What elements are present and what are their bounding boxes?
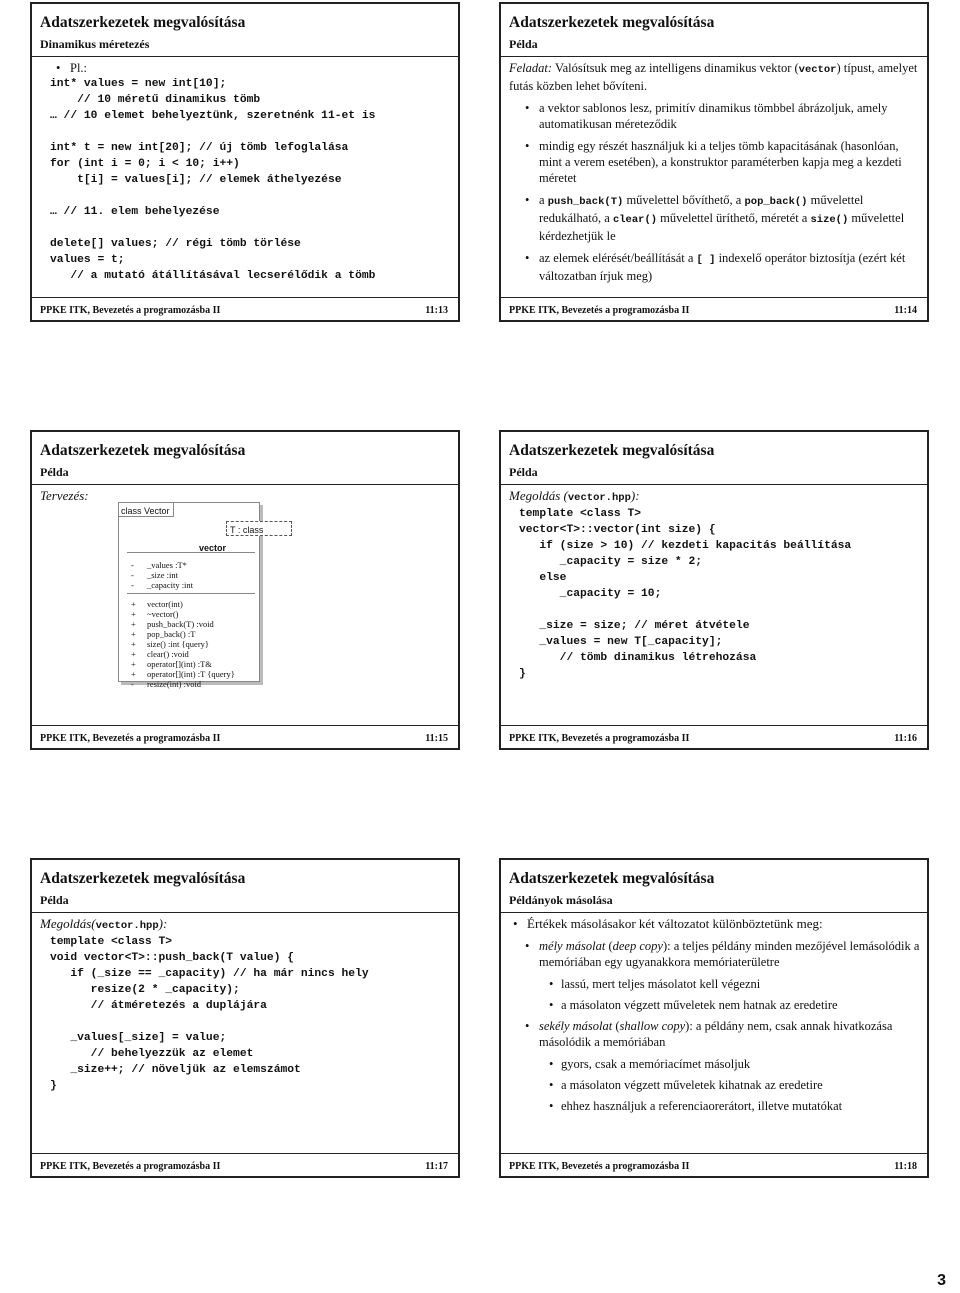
bullet bbox=[509, 1018, 921, 1050]
text: ( bbox=[612, 1019, 620, 1033]
slide-content bbox=[40, 488, 452, 718]
uml-member-text: _values :T* bbox=[147, 560, 187, 570]
uml-template-parameter: T : class bbox=[226, 521, 292, 536]
uml-member-text: _capacity :int bbox=[147, 580, 194, 590]
slide-page-number: 11:17 bbox=[425, 1161, 448, 1172]
label-text: Megoldás( bbox=[40, 916, 96, 931]
uml-visibility: + bbox=[131, 619, 136, 629]
code-line: // tömb dinamikus létrehozása bbox=[519, 652, 757, 664]
divider bbox=[32, 725, 458, 726]
text: ): a teljes példány minden mezőjével lemásolódik a memóriában egy ugyanakkora memóriaterületre bbox=[539, 939, 920, 969]
term: sekély másolat bbox=[539, 1019, 613, 1033]
code-line: void vector<T>::push_back(T value) { bbox=[50, 952, 295, 964]
code-line: delete[] values; // régi tömb törlése bbox=[50, 238, 301, 250]
code-block bbox=[509, 506, 921, 682]
slide-subtitle: Példa bbox=[509, 465, 538, 479]
uml-visibility: + bbox=[131, 659, 136, 669]
code-line bbox=[519, 602, 921, 618]
sub-bullet: • lassú, mert teljes másolatot kell végezni bbox=[509, 976, 921, 992]
uml-member-text: clear() :void bbox=[147, 649, 189, 659]
divider bbox=[501, 912, 927, 913]
divider bbox=[501, 297, 927, 298]
slide-subtitle: Példányok másolása bbox=[509, 893, 613, 907]
code-line: values = t; bbox=[50, 254, 125, 266]
term: deep copy bbox=[612, 939, 663, 953]
uml-frame-label: class Vector bbox=[119, 503, 174, 517]
text: a bbox=[539, 193, 548, 207]
slide-content bbox=[509, 916, 921, 1119]
slide-page-number: 11:14 bbox=[894, 305, 917, 316]
divider bbox=[32, 56, 458, 57]
footer-text: PPKE ITK, Bevezetés a programozásba II bbox=[40, 305, 221, 316]
code-line: vector<T>::vector(int size) { bbox=[519, 524, 716, 536]
slide-content bbox=[40, 60, 452, 284]
slide-page-number: 11:18 bbox=[894, 1161, 917, 1172]
uml-member-text: resize(int) :void bbox=[147, 679, 202, 689]
divider bbox=[501, 56, 927, 57]
code-line: for (int i = 0; i < 10; i++) bbox=[50, 158, 240, 170]
inline-code: vector.hpp bbox=[95, 920, 159, 932]
label-text: ): bbox=[630, 488, 640, 503]
slide-11-18 bbox=[499, 858, 929, 1178]
code-line: } bbox=[50, 1080, 57, 1092]
bullet: • mindig egy részét használjuk ki a teljes tömb kapacitásának (hasonlóan, mint a verem esetében), a konstruktor paraméterben kapja meg a kezdeti méretet bbox=[509, 138, 921, 186]
text: az elemek elérését/beállítását a bbox=[539, 251, 697, 265]
code-line: if (size > 10) // kezdeti kapacitás beállítása bbox=[519, 540, 852, 552]
slide-footer bbox=[40, 733, 448, 744]
uml-separator bbox=[127, 593, 255, 594]
design-label: Tervezés: bbox=[40, 488, 89, 503]
slide-content bbox=[509, 488, 921, 682]
code-line: _size++; // növeljük az elemszámot bbox=[50, 1064, 301, 1076]
bullet bbox=[509, 938, 921, 970]
divider bbox=[32, 297, 458, 298]
slide-11-14 bbox=[499, 2, 929, 322]
code-line: int* values = new int[10]; bbox=[50, 78, 227, 90]
slide-footer bbox=[40, 305, 448, 316]
code-line bbox=[50, 220, 452, 236]
code-line: … // 11. elem behelyezése bbox=[50, 206, 220, 218]
code-line: _capacity = 10; bbox=[519, 588, 662, 600]
sub-bullet: • ehhez használjuk a referenciaorerátort, illetve mutatókat bbox=[509, 1098, 921, 1114]
uml-member-text: pop_back() :T bbox=[147, 629, 196, 639]
slide-page-number: 11:16 bbox=[894, 733, 917, 744]
text: ): a példány nem, csak annak hivatkozása másolódik a memóriában bbox=[539, 1019, 893, 1049]
divider bbox=[32, 912, 458, 913]
inline-code: vector.hpp bbox=[567, 492, 631, 504]
uml-member-text: vector(int) bbox=[147, 599, 183, 609]
code-block bbox=[40, 76, 452, 284]
footer-text: PPKE ITK, Bevezetés a programozásba II bbox=[509, 733, 690, 744]
uml-member-text: push_back(T) :void bbox=[147, 619, 214, 629]
footer-text: PPKE ITK, Bevezetés a programozásba II bbox=[40, 1161, 221, 1172]
uml-member bbox=[131, 676, 201, 692]
text: művelettel üríthető, méretét a bbox=[657, 211, 811, 225]
text: művelettel bővíthető, a bbox=[623, 193, 745, 207]
slide-subtitle: Példa bbox=[40, 465, 69, 479]
uml-member-text: _size :int bbox=[147, 570, 178, 580]
slide-footer bbox=[509, 305, 917, 316]
uml-class-name: vector bbox=[199, 543, 227, 553]
slide-title: Adatszerkezetek megvalósítása bbox=[509, 870, 715, 887]
slide-page-number: 11:15 bbox=[425, 733, 448, 744]
slide-subtitle: Példa bbox=[40, 893, 69, 907]
code-line: } bbox=[519, 668, 526, 680]
text: művelettel redukálható, a bbox=[539, 193, 864, 225]
label-text: Megoldás ( bbox=[509, 488, 568, 503]
label-text: ): bbox=[158, 916, 168, 931]
task-paragraph bbox=[509, 60, 921, 94]
inline-code: pop_back() bbox=[744, 196, 808, 208]
code-line: else bbox=[519, 572, 567, 584]
slide-11-16 bbox=[499, 430, 929, 750]
code-line bbox=[50, 188, 452, 204]
divider bbox=[501, 484, 927, 485]
footer-text: PPKE ITK, Bevezetés a programozásba II bbox=[509, 305, 690, 316]
bullet bbox=[509, 250, 921, 284]
task-label: Feladat: bbox=[509, 61, 553, 75]
code-line bbox=[50, 124, 452, 140]
slide-subtitle: Dinamikus méretezés bbox=[40, 37, 150, 51]
task-text: ) típust, amelyet futás közben lehet bővíteni. bbox=[509, 61, 918, 93]
slide-title: Adatszerkezetek megvalósítása bbox=[40, 14, 246, 31]
code-line: _values = new T[_capacity]; bbox=[519, 636, 723, 648]
code-line bbox=[50, 1014, 452, 1030]
inline-code: push_back(T) bbox=[547, 196, 624, 208]
uml-visibility: - bbox=[131, 560, 134, 570]
uml-member-text: operator[](int) :T& bbox=[147, 659, 212, 669]
slide-title: Adatszerkezetek megvalósítása bbox=[40, 870, 246, 887]
slide-title: Adatszerkezetek megvalósítása bbox=[40, 442, 246, 459]
code-line: resize(2 * _capacity); bbox=[50, 984, 240, 996]
code-line: // a mutató átállításával lecserélődik a tömb bbox=[50, 270, 376, 282]
sub-bullet: • gyors, csak a memóriacímet másoljuk bbox=[509, 1056, 921, 1072]
bullet bbox=[509, 192, 921, 244]
slide-content bbox=[509, 60, 921, 290]
uml-member bbox=[131, 577, 193, 593]
slide-content bbox=[40, 916, 452, 1094]
slide-title: Adatszerkezetek megvalósítása bbox=[509, 14, 715, 31]
solution-label bbox=[40, 916, 452, 934]
uml-visibility: + bbox=[131, 649, 136, 659]
slide-page-number: 11:13 bbox=[425, 305, 448, 316]
inline-code: size() bbox=[810, 214, 849, 226]
divider bbox=[32, 484, 458, 485]
code-block bbox=[40, 934, 452, 1094]
uml-visibility: + bbox=[131, 599, 136, 609]
code-line: int* t = new int[20]; // új tömb lefoglalása bbox=[50, 142, 349, 154]
page-number: 3 bbox=[937, 1272, 946, 1289]
code-line: t[i] = values[i]; // elemek áthelyezése bbox=[50, 174, 342, 186]
uml-visibility: + bbox=[131, 609, 136, 619]
uml-member-text: operator[](int) :T {query} bbox=[147, 669, 235, 679]
code-line: _values[_size] = value; bbox=[50, 1032, 227, 1044]
inline-code: clear() bbox=[612, 214, 658, 226]
term: mély másolat bbox=[539, 939, 606, 953]
slide-title: Adatszerkezetek megvalósítása bbox=[509, 442, 715, 459]
divider bbox=[32, 1153, 458, 1154]
inline-code: vector bbox=[798, 64, 837, 76]
task-text: Valósítsuk meg az intelligens dinamikus vektor ( bbox=[552, 61, 799, 75]
inline-code: [ ] bbox=[696, 254, 716, 266]
uml-visibility: - bbox=[131, 570, 134, 580]
code-line: // átméretezés a duplájára bbox=[50, 1000, 267, 1012]
text: művelettel kérdezhetjük le bbox=[539, 211, 905, 243]
slide-subtitle: Példa bbox=[509, 37, 538, 51]
solution-label bbox=[509, 488, 921, 506]
code-line: // behelyezzük az elemet bbox=[50, 1048, 254, 1060]
uml-separator bbox=[127, 552, 255, 553]
code-line: template <class T> bbox=[50, 936, 173, 948]
footer-text: PPKE ITK, Bevezetés a programozásba II bbox=[40, 733, 221, 744]
uml-visibility: - bbox=[131, 580, 134, 590]
uml-visibility: - bbox=[131, 679, 134, 689]
uml-member-text: ~vector() bbox=[147, 609, 179, 619]
code-line: template <class T> bbox=[519, 508, 642, 520]
term: shallow copy bbox=[619, 1019, 686, 1033]
slide-footer bbox=[509, 733, 917, 744]
uml-visibility: + bbox=[131, 639, 136, 649]
uml-class-diagram bbox=[118, 502, 298, 692]
slide-footer bbox=[509, 1161, 917, 1172]
slide-footer bbox=[40, 1161, 448, 1172]
footer-text: PPKE ITK, Bevezetés a programozásba II bbox=[509, 1161, 690, 1172]
sub-bullet: • a másolaton végzett műveletek kihatnak az eredetire bbox=[509, 1077, 921, 1093]
code-line: _capacity = size * 2; bbox=[519, 556, 703, 568]
code-line: _size = size; // méret átvétele bbox=[519, 620, 750, 632]
code-line: if (_size == _capacity) // ha már nincs hely bbox=[50, 968, 369, 980]
code-line: // 10 méretű dinamikus tömb bbox=[50, 94, 261, 106]
code-line: … // 10 elemet behelyeztünk, szeretnénk 11-et is bbox=[50, 110, 376, 122]
text: ( bbox=[605, 939, 613, 953]
slide-11-13 bbox=[30, 2, 460, 322]
uml-visibility: + bbox=[131, 669, 136, 679]
bullet: • Pl.: bbox=[40, 60, 452, 76]
uml-member-text: size() :int {query} bbox=[147, 639, 209, 649]
slide-11-15 bbox=[30, 430, 460, 750]
text: indexelő operátor biztosítja (ezért két változatban írjuk meg) bbox=[539, 251, 906, 283]
divider bbox=[501, 725, 927, 726]
bullet: • a vektor sablonos lesz, primitív dinamikus tömbbel ábrázoljuk, amely automatikusan méreteződik bbox=[509, 100, 921, 132]
sub-bullet: • a másolaton végzett műveletek nem hatnak az eredetire bbox=[509, 997, 921, 1013]
divider bbox=[501, 1153, 927, 1154]
bullet: • Értékek másolásakor két változatot különböztetünk meg: bbox=[509, 916, 921, 932]
uml-visibility: + bbox=[131, 629, 136, 639]
slide-11-17 bbox=[30, 858, 460, 1178]
